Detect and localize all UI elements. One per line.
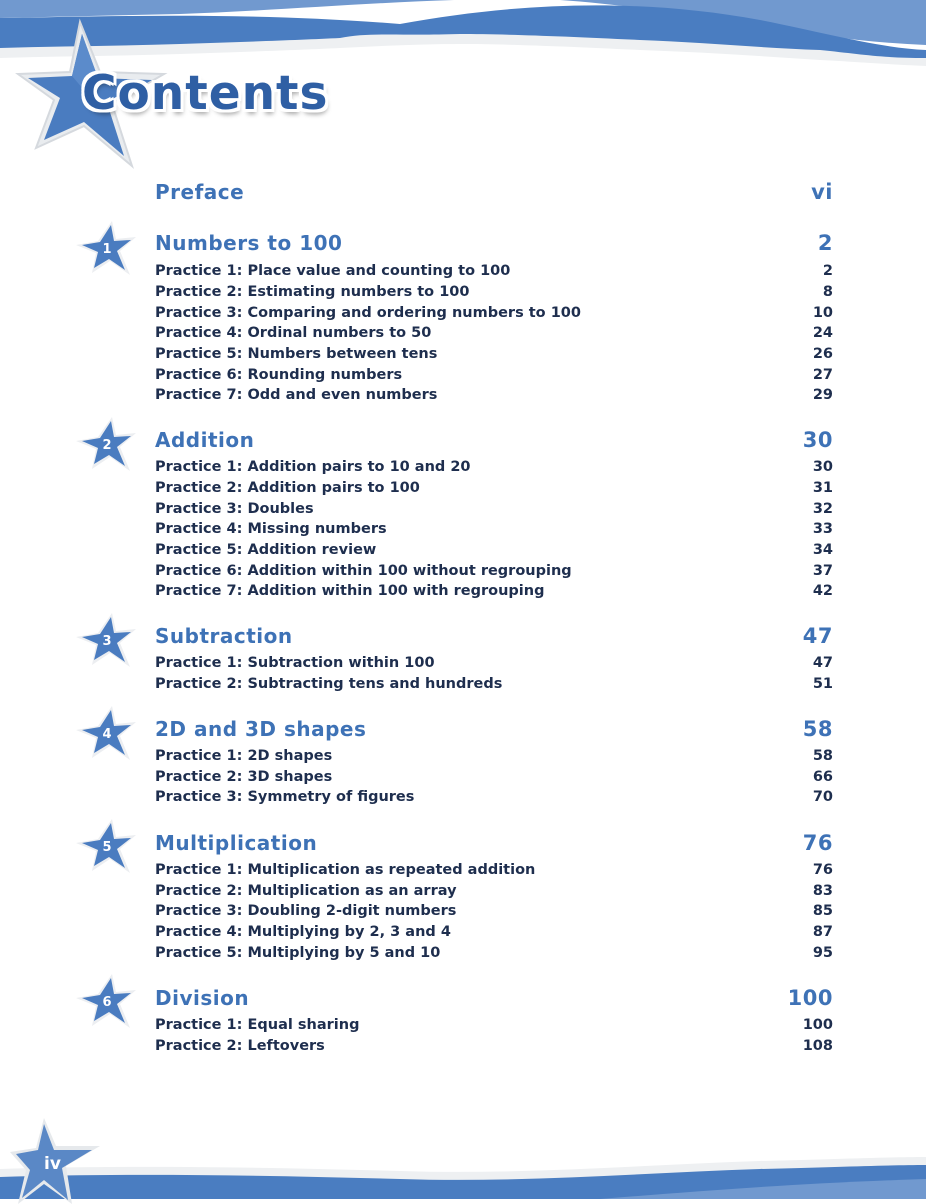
practice-page: 2 <box>822 263 833 279</box>
practice-page: 66 <box>812 769 833 785</box>
practice-page: 34 <box>812 542 833 558</box>
toc-chapter-4[interactable] <box>155 717 833 741</box>
practice-page: 47 <box>812 655 833 671</box>
toc-practice[interactable] <box>155 583 833 599</box>
toc-practice[interactable] <box>155 367 833 383</box>
toc-practice[interactable] <box>155 305 833 321</box>
chapter-number: 6 <box>102 994 112 1010</box>
toc-practice[interactable] <box>155 480 833 496</box>
practice-page: 33 <box>812 521 833 537</box>
toc-practice[interactable] <box>155 501 833 517</box>
practice-label: Practice 3: Symmetry of figures <box>155 789 415 805</box>
practice-page: 30 <box>812 459 833 475</box>
toc-practice[interactable] <box>155 521 833 537</box>
page-number: iv <box>44 1154 61 1174</box>
practice-label: Practice 2: 3D shapes <box>155 769 333 785</box>
practice-page: 27 <box>812 367 833 383</box>
practice-label: Practice 2: Subtracting tens and hundreds <box>155 676 503 692</box>
practice-label: Practice 5: Numbers between tens <box>155 346 438 362</box>
practice-page: 51 <box>812 676 833 692</box>
practice-label: Practice 1: Subtraction within 100 <box>155 655 435 671</box>
practice-label: Practice 2: Leftovers <box>155 1038 325 1054</box>
toc-chapter-2[interactable] <box>155 428 833 452</box>
practice-label: Practice 5: Addition review <box>155 542 377 558</box>
practice-label: Practice 6: Addition within 100 without regrouping <box>155 563 572 579</box>
chapter-badge-6 <box>74 972 138 1032</box>
chapter-title: Subtraction <box>155 624 293 648</box>
chapter-page: 100 <box>787 986 833 1010</box>
practice-page: 95 <box>812 945 833 961</box>
toc-practice[interactable] <box>155 883 833 899</box>
toc-practice[interactable] <box>155 676 833 692</box>
chapter-title: Multiplication <box>155 831 318 855</box>
chapter-page: 47 <box>802 624 833 648</box>
practice-label: Practice 1: 2D shapes <box>155 748 333 764</box>
chapter-page: 2 <box>817 231 833 255</box>
bottom-banner-decoration <box>0 1139 926 1199</box>
practice-page: 32 <box>812 501 833 517</box>
toc-chapter-1[interactable] <box>155 231 833 255</box>
practice-page: 42 <box>812 583 833 599</box>
practice-page: 31 <box>812 480 833 496</box>
chapter-number: 1 <box>102 241 112 257</box>
practice-label: Practice 7: Odd and even numbers <box>155 387 438 403</box>
practice-page: 87 <box>812 924 833 940</box>
toc-practice[interactable] <box>155 1038 833 1054</box>
practice-label: Practice 3: Comparing and ordering numbers to 100 <box>155 305 581 321</box>
practice-page: 85 <box>812 903 833 919</box>
practice-label: Practice 2: Multiplication as an array <box>155 883 457 899</box>
practice-label: Practice 5: Multiplying by 5 and 10 <box>155 945 441 961</box>
practice-page: 10 <box>812 305 833 321</box>
preface-label: Preface <box>155 180 245 204</box>
toc-practice[interactable] <box>155 387 833 403</box>
practice-page: 37 <box>812 563 833 579</box>
toc-chapter-6[interactable] <box>155 986 833 1010</box>
chapter-number: 3 <box>102 633 112 649</box>
toc-practice[interactable] <box>155 769 833 785</box>
practice-label: Practice 1: Multiplication as repeated addition <box>155 862 536 878</box>
toc-preface[interactable] <box>155 180 833 204</box>
practice-page: 24 <box>812 325 833 341</box>
practice-page: 29 <box>812 387 833 403</box>
practice-label: Practice 6: Rounding numbers <box>155 367 403 383</box>
practice-label: Practice 4: Missing numbers <box>155 521 387 537</box>
chapter-number: 5 <box>102 839 112 855</box>
toc-practice[interactable] <box>155 284 833 300</box>
practice-page: 70 <box>812 789 833 805</box>
practice-label: Practice 7: Addition within 100 with regrouping <box>155 583 545 599</box>
toc-practice[interactable] <box>155 325 833 341</box>
toc-practice[interactable] <box>155 903 833 919</box>
toc-chapter-3[interactable] <box>155 624 833 648</box>
chapter-title: Numbers to 100 <box>155 231 343 255</box>
practice-page: 76 <box>812 862 833 878</box>
toc-practice[interactable] <box>155 1017 833 1033</box>
chapter-title: Division <box>155 986 250 1010</box>
toc-practice[interactable] <box>155 945 833 961</box>
practice-label: Practice 1: Addition pairs to 10 and 20 <box>155 459 471 475</box>
practice-page: 100 <box>802 1017 833 1033</box>
practice-page: 26 <box>812 346 833 362</box>
practice-page: 108 <box>802 1038 833 1054</box>
toc-chapter-5[interactable] <box>155 831 833 855</box>
chapter-badge-5 <box>74 817 138 877</box>
toc-practice[interactable] <box>155 924 833 940</box>
toc-practice[interactable] <box>155 655 833 671</box>
practice-label: Practice 2: Estimating numbers to 100 <box>155 284 470 300</box>
practice-label: Practice 4: Multiplying by 2, 3 and 4 <box>155 924 451 940</box>
chapter-title: Addition <box>155 428 255 452</box>
toc-practice[interactable] <box>155 862 833 878</box>
chapter-title: 2D and 3D shapes <box>155 717 367 741</box>
chapter-number: 4 <box>102 726 112 742</box>
chapter-page: 58 <box>802 717 833 741</box>
practice-page: 58 <box>812 748 833 764</box>
page-title: Contents <box>82 66 329 121</box>
practice-label: Practice 3: Doubles <box>155 501 314 517</box>
toc-practice[interactable] <box>155 346 833 362</box>
practice-label: Practice 2: Addition pairs to 100 <box>155 480 420 496</box>
chapter-badge-3 <box>74 611 138 671</box>
practice-page: 8 <box>822 284 833 300</box>
chapter-number: 2 <box>102 437 112 453</box>
practice-label: Practice 4: Ordinal numbers to 50 <box>155 325 432 341</box>
toc-practice[interactable] <box>155 542 833 558</box>
toc-practice[interactable] <box>155 748 833 764</box>
chapter-page: 76 <box>802 831 833 855</box>
preface-page: vi <box>811 180 833 204</box>
toc-practice[interactable] <box>155 563 833 579</box>
chapter-badge-1 <box>74 219 138 279</box>
chapter-page: 30 <box>802 428 833 452</box>
practice-label: Practice 1: Equal sharing <box>155 1017 360 1033</box>
practice-label: Practice 3: Doubling 2-digit numbers <box>155 903 457 919</box>
chapter-badge-2 <box>74 415 138 475</box>
chapter-badge-4 <box>74 704 138 764</box>
practice-label: Practice 1: Place value and counting to 100 <box>155 263 511 279</box>
practice-page: 83 <box>812 883 833 899</box>
toc-practice[interactable] <box>155 789 833 805</box>
toc-practice[interactable] <box>155 459 833 475</box>
toc-practice[interactable] <box>155 263 833 279</box>
